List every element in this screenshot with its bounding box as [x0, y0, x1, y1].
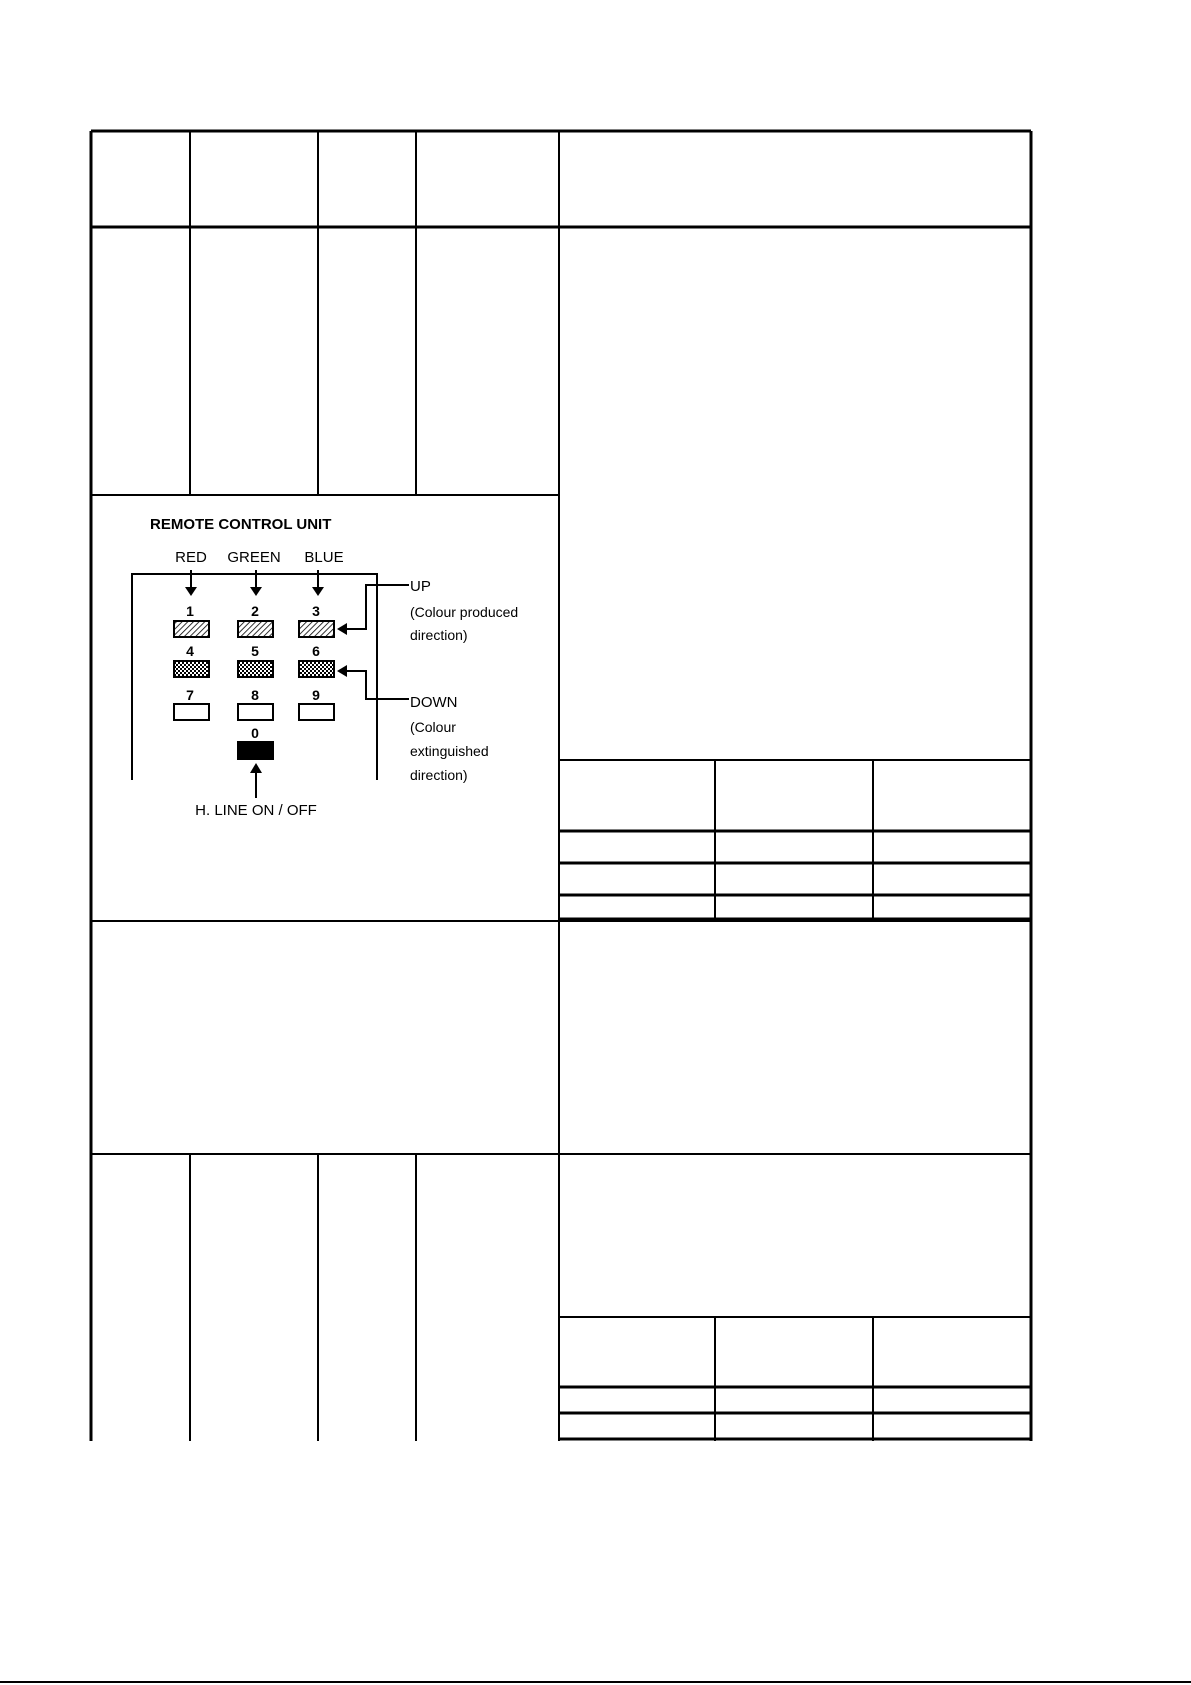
- key-3-button: [299, 621, 334, 637]
- up-desc-line-2: direction): [410, 627, 468, 643]
- color-label-blue: BLUE: [304, 549, 344, 566]
- key-label-8: 8: [251, 687, 259, 703]
- key-label-1: 1: [186, 603, 194, 619]
- key-0-button: [238, 742, 273, 759]
- diagram-title: REMOTE CONTROL UNIT: [150, 516, 332, 533]
- down-desc-line-3: direction): [410, 767, 468, 783]
- key-4-button: [174, 661, 209, 677]
- key-5-button: [238, 661, 273, 677]
- key-label-2: 2: [251, 603, 259, 619]
- key-2-button: [238, 621, 273, 637]
- down-label: DOWN: [410, 694, 458, 711]
- key-1-button: [174, 621, 209, 637]
- h-line-arrow: [250, 763, 262, 798]
- color-label-red: RED: [175, 549, 207, 566]
- key-label-9: 9: [312, 687, 320, 703]
- remote-control-diagram: [132, 516, 518, 819]
- key-7-button: [174, 704, 209, 720]
- color-label-green: GREEN: [227, 549, 281, 566]
- up-desc-line-1: (Colour produced: [410, 604, 519, 620]
- up-label: UP: [410, 578, 431, 595]
- key-6-button: [299, 661, 334, 677]
- key-label-0: 0: [251, 725, 259, 741]
- key-label-3: 3: [312, 603, 320, 619]
- down-desc-line-2: extinguished: [410, 743, 489, 759]
- key-label-5: 5: [251, 643, 259, 659]
- key-8-button: [238, 704, 273, 720]
- key-label-7: 7: [186, 687, 194, 703]
- key-label-6: 6: [312, 643, 320, 659]
- key-9-button: [299, 704, 334, 720]
- h-line-label: H. LINE ON / OFF: [195, 802, 317, 819]
- up-connector: [337, 585, 409, 635]
- form-table: [91, 131, 1031, 1441]
- down-connector: [337, 665, 409, 699]
- key-label-4: 4: [186, 643, 194, 659]
- down-desc-line-1: (Colour: [410, 719, 456, 735]
